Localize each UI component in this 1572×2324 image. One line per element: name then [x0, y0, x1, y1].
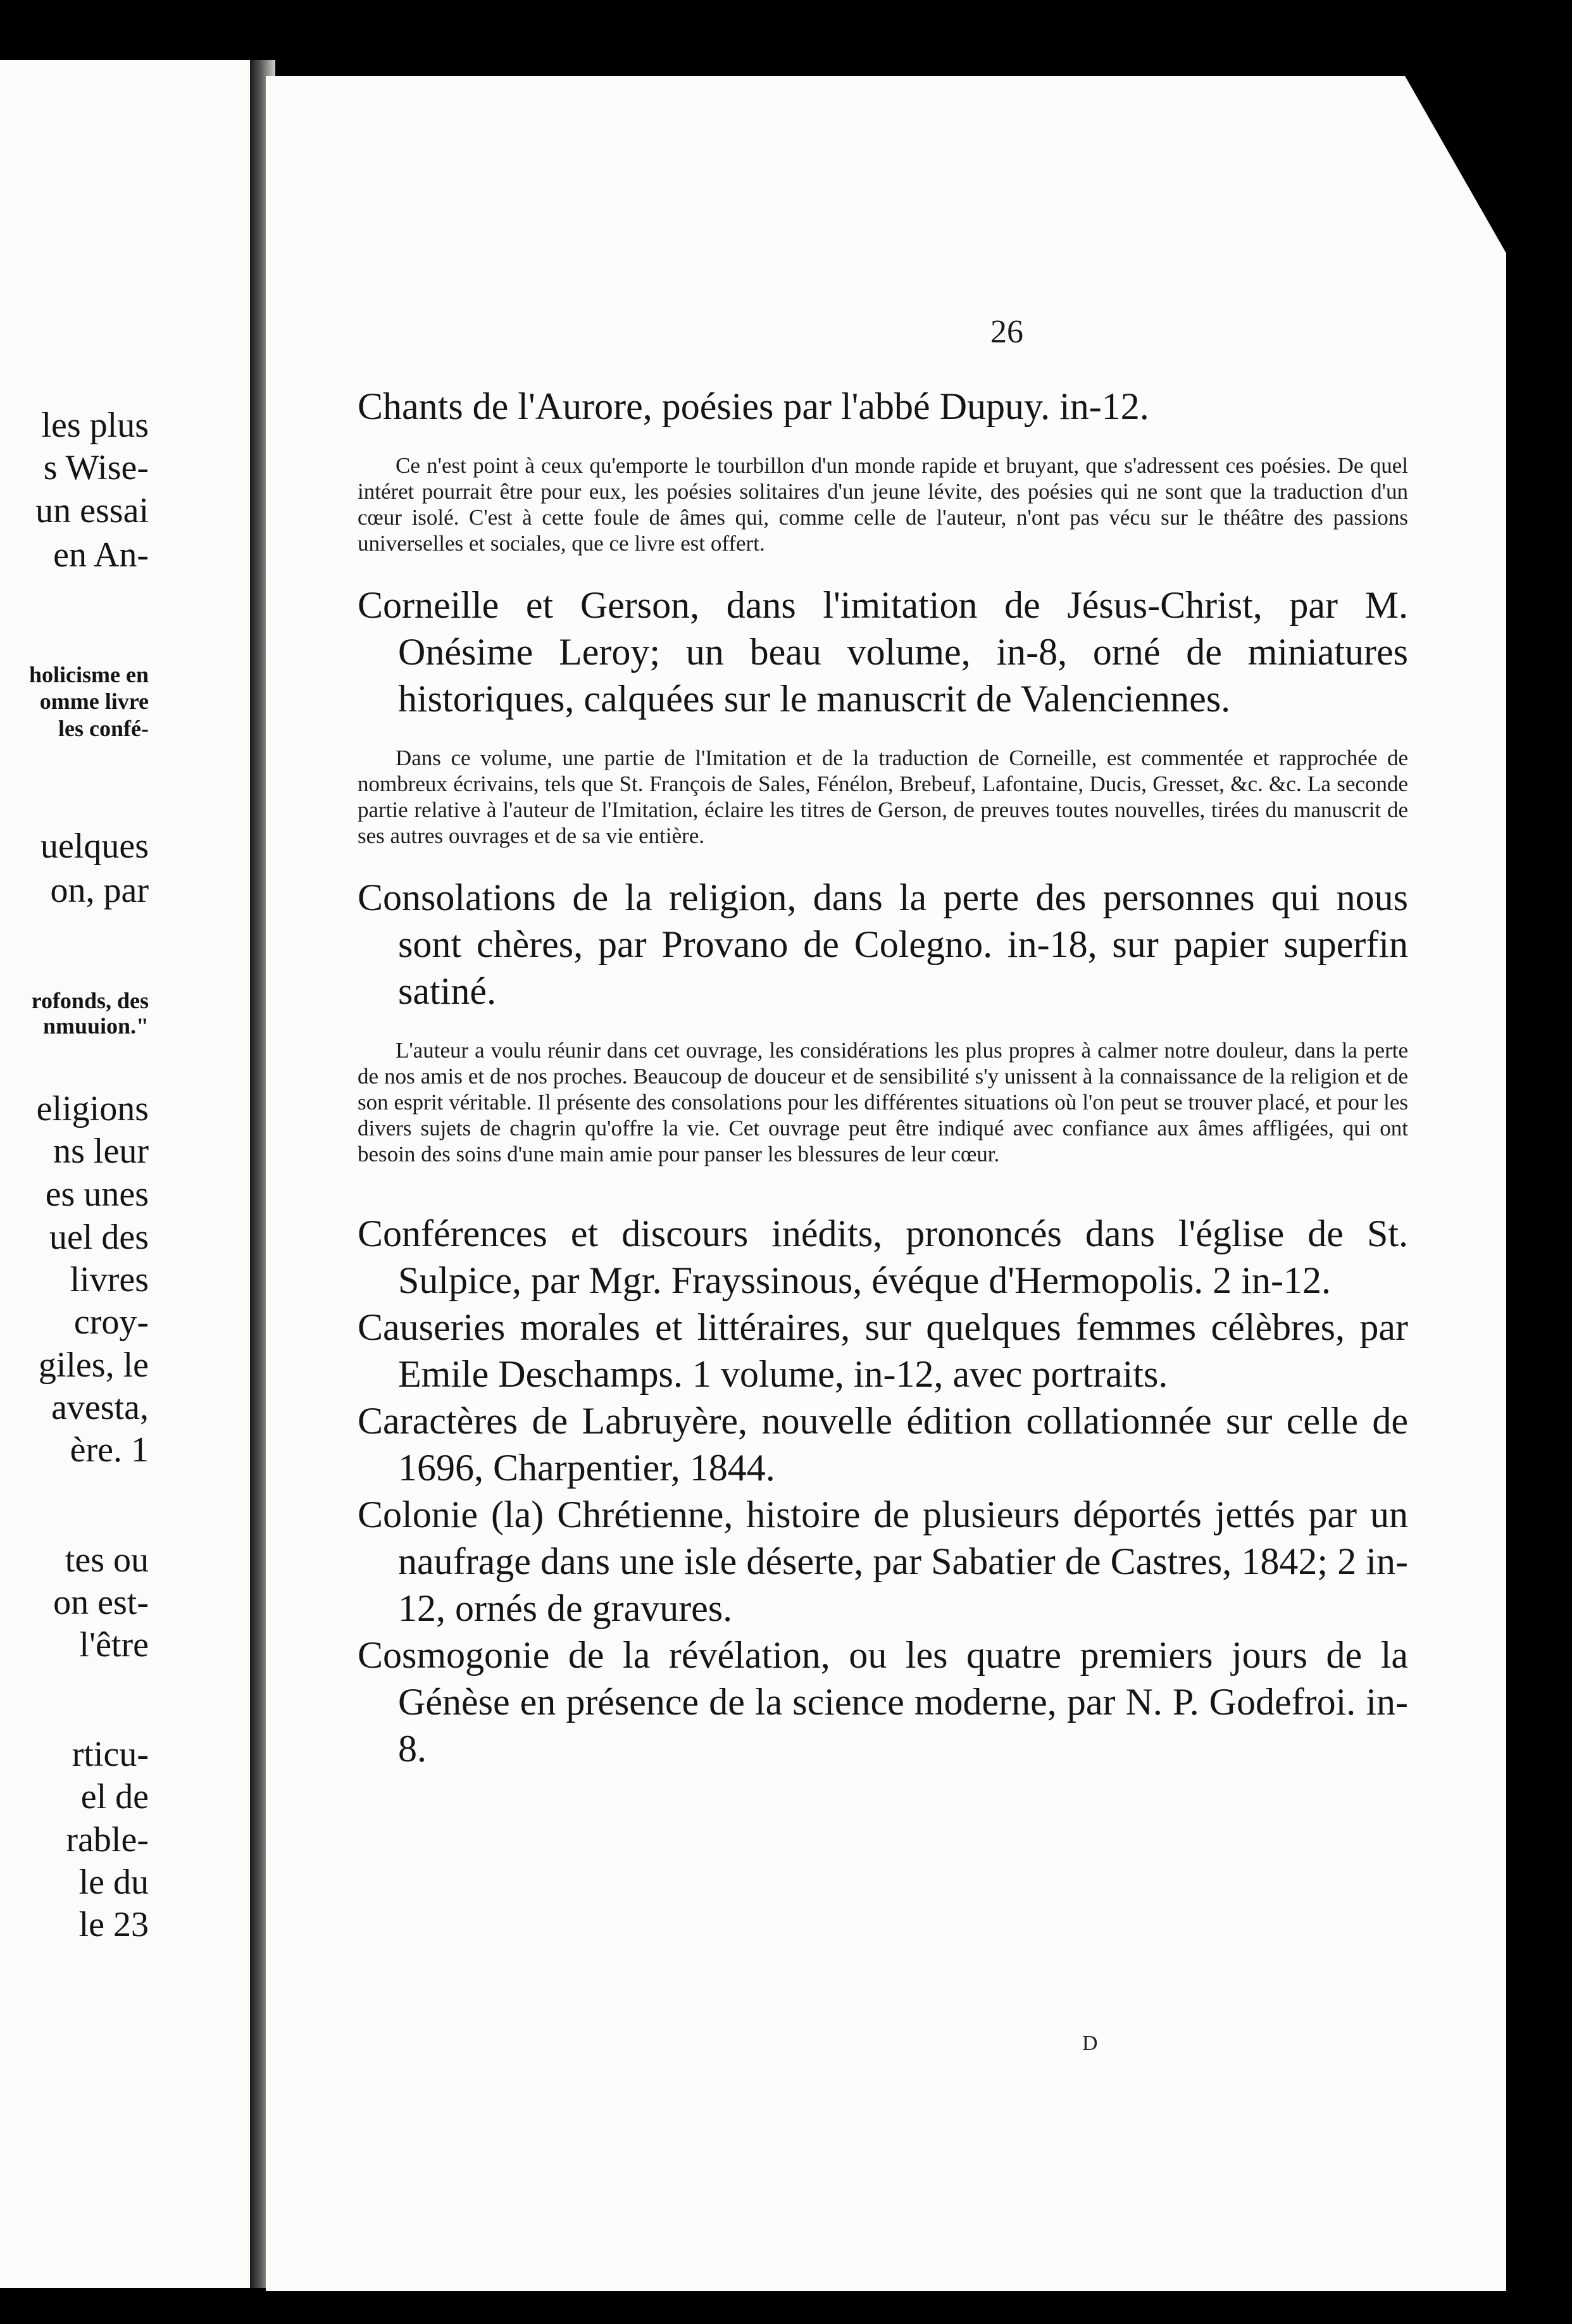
entry-title: Causeries morales et littéraires, sur quelques femmes célèbres, par Emile Deschamps. 1 volume, in-12, avec portraits.: [358, 1306, 1408, 1395]
left-fragment: s Wise-: [43, 448, 149, 487]
entry-title: Cosmogonie de la révélation, ou les quatre premiers jours de la Génèse en présence de la science moderne, par N. P. Godefroi. in-8.: [358, 1634, 1408, 1770]
entry-title: Chants de l'Aurore, poésies par l'abbé Dupuy. in-12.: [358, 385, 1149, 427]
left-facing-page: [0, 60, 250, 2288]
left-fragment: tes ou: [65, 1540, 149, 1580]
left-fragment: rticu-: [72, 1735, 149, 1774]
left-fragment: ère. 1: [70, 1430, 149, 1470]
left-fragment: es unes: [45, 1175, 149, 1214]
left-fragment: giles, le: [38, 1346, 149, 1385]
left-fragment: on, par: [50, 871, 149, 910]
entry-title: Caractères de Labruyère, nouvelle édition collationnée sur celle de 1696, Charpentier, 1844.: [358, 1400, 1408, 1489]
page-corner: [1405, 76, 1506, 253]
left-fragment: holicisme en: [29, 662, 149, 687]
left-fragment: rofonds, des: [31, 988, 149, 1013]
left-fragment: omme livre: [39, 689, 149, 714]
left-fragment: un essai: [35, 491, 149, 530]
entry-description: L'auteur a voulu réunir dans cet ouvrage, les considérations les plus propres à calmer notre douleur, dans la perte de nos amis et de nos proches. Beaucoup de douceur et de sensibilité s'y unissent à la connaissance de la religion et de son esprit véritable. Il présente des consolations pour les différentes situations où l'on peut se trouver placé, et pour les divers sujets de chagrin qu'offre la vie. Cet ouvrage peut être indiqué avec confiance aux âmes affligées, qui ont besoin des soins d'une main amie pour panser les blessures de leur cœur.: [358, 1038, 1408, 1166]
page-number: 26: [990, 314, 1023, 350]
entry-title: Consolations de la religion, dans la perte des personnes qui nous sont chères, par Provano de Colegno. in-18, sur papier superfin satiné.: [358, 877, 1408, 1012]
left-fragment: en An-: [53, 535, 149, 575]
left-fragment: eligions: [36, 1089, 149, 1128]
entry-description: Dans ce volume, une partie de l'Imitation et de la traduction de Corneille, est commentée et rapprochée de nombreux écrivains, tels que St. François de Sales, Fénélon, Brebeuf, Lafontaine, Ducis, Gresset, &c. &c. La seconde partie relative à l'auteur de l'Imitation, éclaire les titres de Gerson, de preuves toutes nouvelles, tirées du manuscrit de ses autres ouvrages et de sa vie entière.: [358, 746, 1408, 848]
entry-title: Colonie (la) Chrétienne, histoire de plusieurs déportés jettés par un naufrage dans une isle déserte, par Sabatier de Castres, 1842; 2 in-12, ornés de gravures.: [358, 1494, 1408, 1629]
left-fragment: le 23: [78, 1905, 149, 1944]
left-fragment: les plus: [41, 406, 149, 445]
right-page: [266, 76, 1506, 2291]
left-fragment: croy-: [73, 1303, 149, 1342]
left-fragment: ns leur: [53, 1132, 149, 1171]
catalogue-entries: [358, 383, 1408, 1772]
left-fragment: livres: [70, 1260, 149, 1299]
left-fragment: l'être: [79, 1625, 149, 1665]
left-fragment: uel des: [49, 1218, 149, 1257]
left-fragment: le du: [78, 1863, 149, 1902]
left-fragment: el de: [80, 1777, 149, 1816]
left-fragment: avesta,: [51, 1388, 149, 1427]
left-fragment: nmuuion.": [42, 1013, 149, 1039]
printer-signature-mark: D: [1082, 2032, 1098, 2055]
left-fragment: uelques: [40, 827, 149, 866]
left-fragment: rable-: [66, 1820, 149, 1859]
entry-title: Corneille et Gerson, dans l'imitation de Jésus-Christ, par M. Onésime Leroy; un beau volume, in-8, orné de miniatures historiques, calquées sur le manuscrit de Valenciennes.: [358, 584, 1408, 720]
left-fragment: les confé-: [58, 716, 149, 741]
entry-description: Ce n'est point à ceux qu'emporte le tourbillon d'un monde rapide et bruyant, que s'adressent ces poésies. De quel intéret pourrait être pour eux, les poésies solitaires d'un jeune lévite, des poésies qui ne sont que la traduction d'un cœur isolé. C'est à cette foule de âmes qui, comme celle de l'auteur, n'ont pas vécu sur le théâtre des passions universelles et sociales, que ce livre est offert.: [358, 453, 1408, 556]
left-fragment: on est-: [53, 1583, 149, 1622]
entry-title: Conférences et discours inédits, prononcés dans l'église de St. Sulpice, par Mgr. Frayssinous, évéque d'Hermopolis. 2 in-12.: [358, 1213, 1408, 1301]
